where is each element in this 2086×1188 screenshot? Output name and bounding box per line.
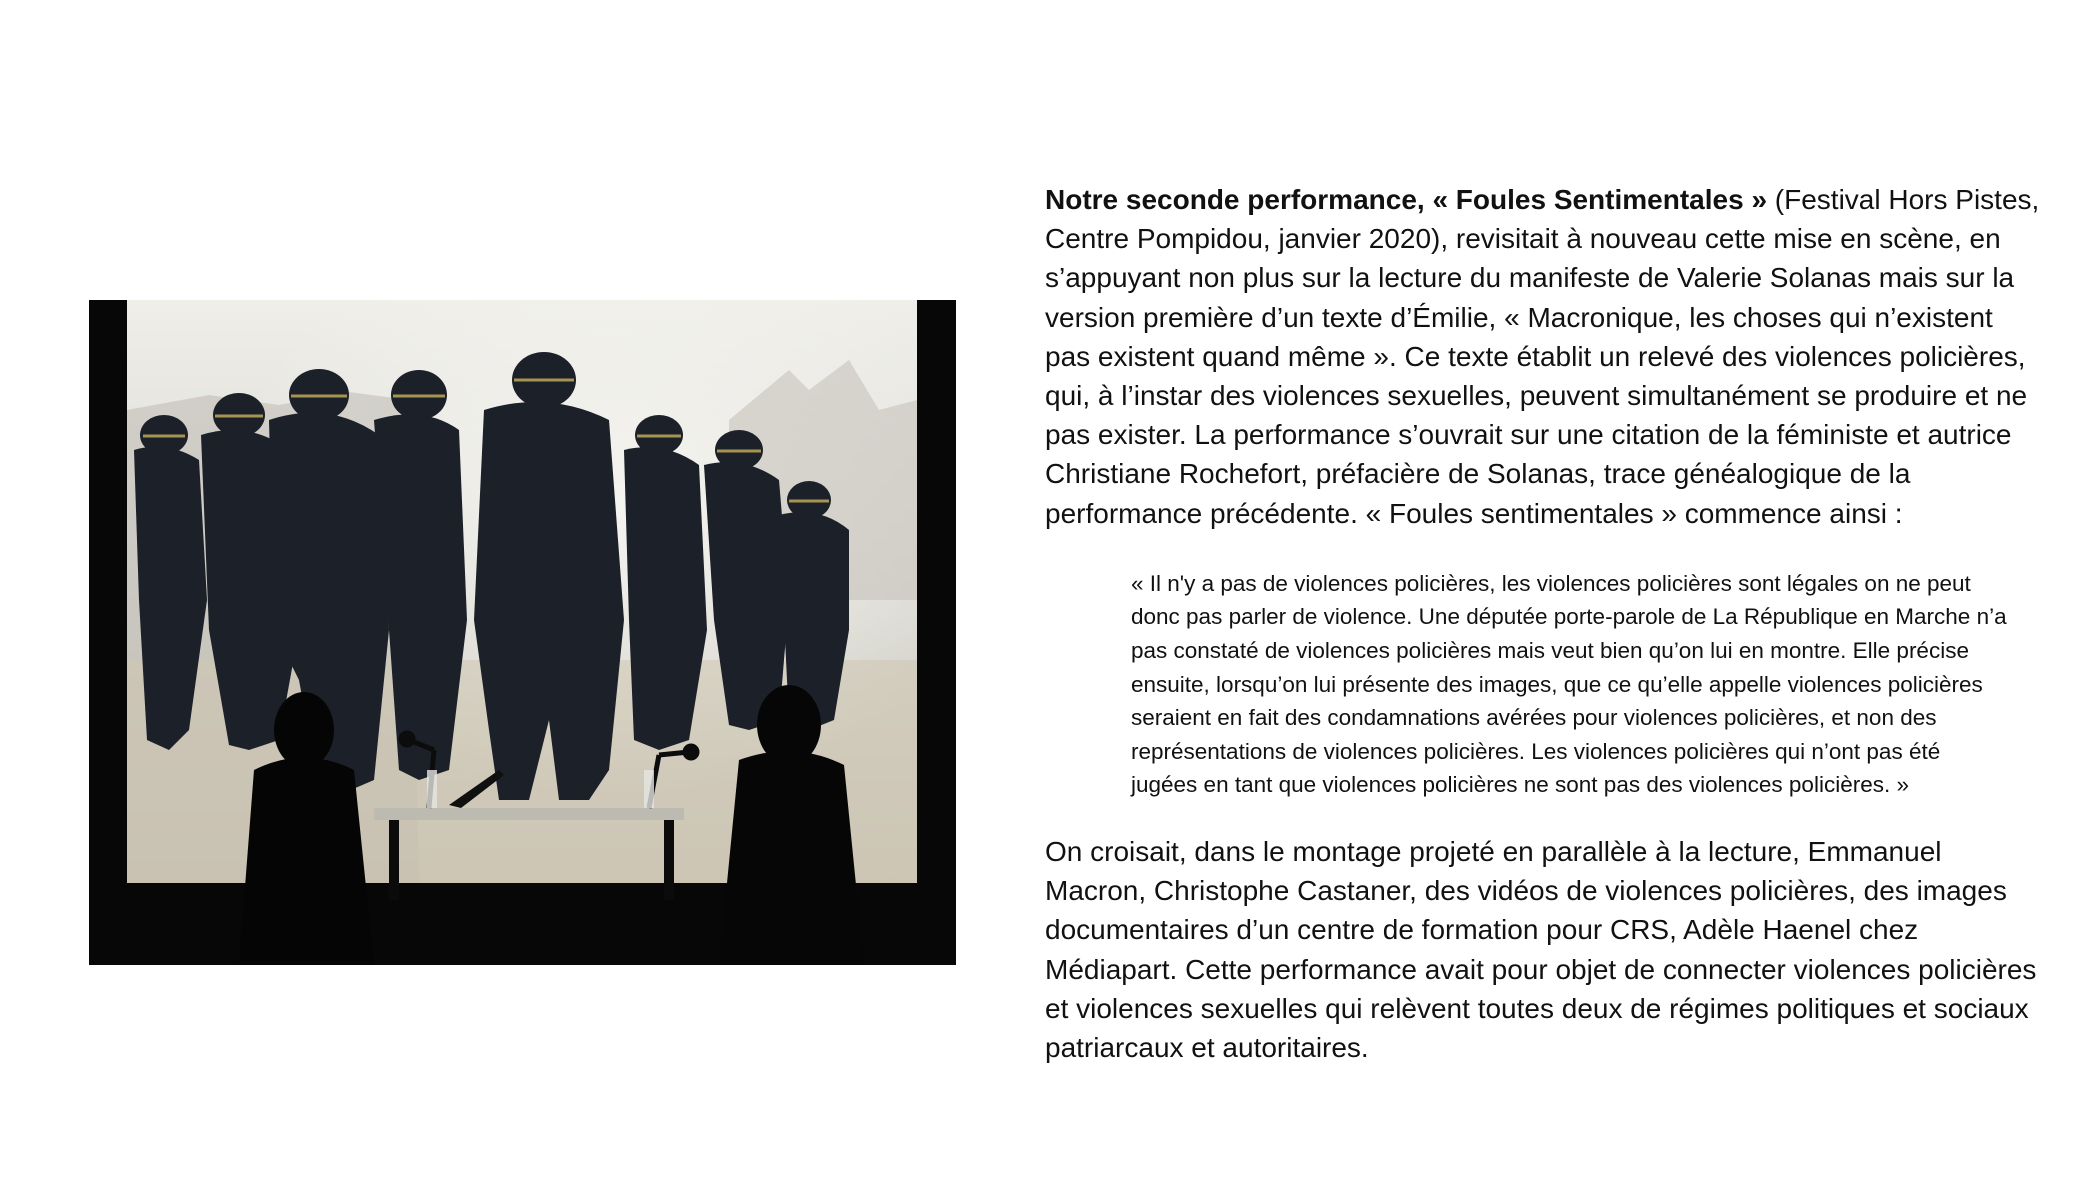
performance-photo-illustration xyxy=(89,300,956,965)
intro-paragraph xyxy=(1045,180,2045,533)
text-column xyxy=(1045,180,2045,1067)
performance-photo xyxy=(89,300,956,965)
intro-lead: Notre seconde performance, « Foules Sentimentales » xyxy=(1045,184,1768,215)
intro-body: (Festival Hors Pistes, Centre Pompidou, janvier 2020), revisitait à nouveau cette mise en scène, en s’appuyant non plus sur la lecture du manifeste de Valerie Solanas mais sur la version première d’un texte d’Émilie, « Macronique, les choses qui n’existent pas existent quand même ». Ce texte établit un relevé des violences policières, qui, à l’instar des violences sexuelles, peuvent simultanément se produire et ne pas exister. La performance s’ouvrait sur une citation de la féministe et autrice Christiane Rochefort, préfacière de Solanas, trace généalogique de la performance précédente. « Foules sentimentales » commence ainsi : xyxy=(1045,184,2040,529)
conclusion-paragraph: On croisait, dans le montage projeté en parallèle à la lecture, Emmanuel Macron, Christophe Castaner, des vidéos de violences policières, des images documentaires d’un centre de formation pour CRS, Adèle Haenel chez Médiapart. Cette performance avait pour objet de connecter violences policières et violences sexuelles qui relèvent toutes deux de régimes politiques et sociaux patriarcaux et autoritaires. xyxy=(1045,835,2037,1063)
quote-block: « Il n'y a pas de violences policières, les violences policières sont légales on ne peut donc pas parler de violence. Une députée porte-parole de La République en Marche n’a pas constaté de violences policières mais veut bien qu’on lui en montre. Elle précise ensuite, lorsqu’on lui présente des images, que ce qu’elle appelle violences policières seraient en fait des condamnations avérées pour violences policières, et non des représentations de violences policières. Les violences policières qui n’ont pas été jugées en tant que violences policières ne sont pas des violences policières. » xyxy=(1131,570,2007,798)
